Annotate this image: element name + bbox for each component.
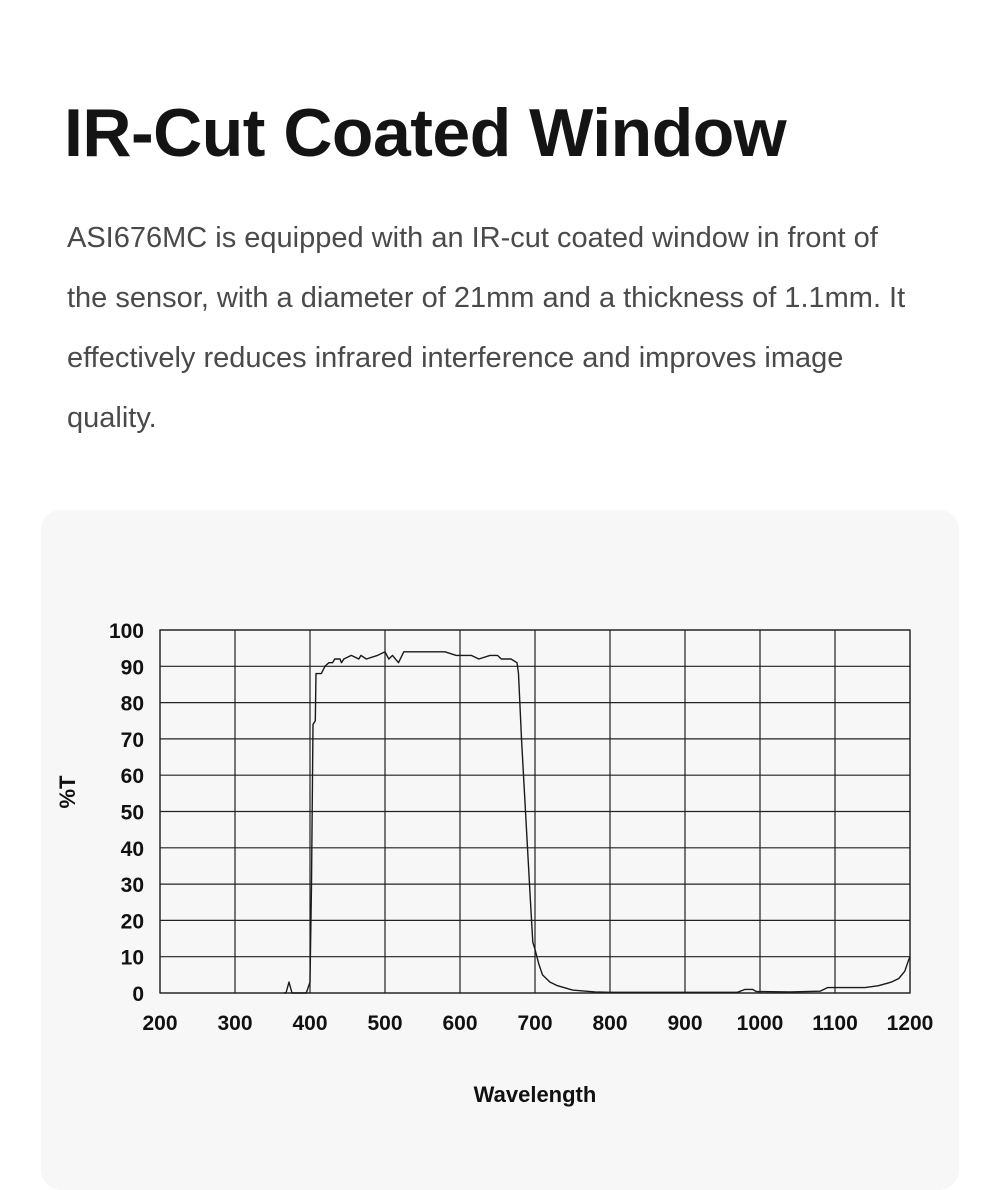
chart-grid (160, 630, 910, 993)
y-tick-label: 50 (120, 801, 144, 825)
x-tick-label: 300 (217, 1012, 253, 1035)
x-tick-label: 400 (292, 1012, 328, 1035)
x-tick-label: 900 (667, 1012, 703, 1035)
x-tick-label: 800 (592, 1012, 628, 1035)
x-tick-label: 1000 (736, 1012, 784, 1035)
y-tick-label: 20 (120, 910, 144, 934)
page-title: IR-Cut Coated Window (64, 95, 787, 171)
x-axis-label: Wavelength (473, 1082, 597, 1107)
y-axis-ticks (109, 620, 144, 1006)
y-axis-label: %T (55, 775, 80, 809)
y-tick-label: 90 (120, 656, 144, 680)
description-text: ASI676MC is equipped with an IR-cut coated window in front of the sensor, with a diameter of 21mm and a thickness of 1.1mm. It effectively reduces infrared interference and improves image quality. (67, 222, 906, 434)
y-tick-label: 100 (108, 620, 144, 643)
y-tick-label: 0 (132, 983, 144, 1006)
x-tick-label: 1200 (886, 1012, 934, 1035)
x-tick-label: 700 (517, 1012, 553, 1035)
x-axis-ticks (142, 1012, 933, 1035)
x-tick-label: 1100 (812, 1012, 858, 1035)
y-tick-label: 60 (120, 765, 144, 789)
y-tick-label: 10 (120, 946, 144, 970)
y-tick-label: 80 (120, 692, 144, 716)
y-tick-label: 70 (120, 728, 144, 752)
x-tick-label: 200 (142, 1012, 178, 1035)
x-tick-label: 600 (442, 1012, 478, 1035)
y-tick-label: 40 (120, 837, 144, 861)
y-tick-label: 30 (120, 874, 144, 898)
x-tick-label: 500 (367, 1012, 403, 1035)
